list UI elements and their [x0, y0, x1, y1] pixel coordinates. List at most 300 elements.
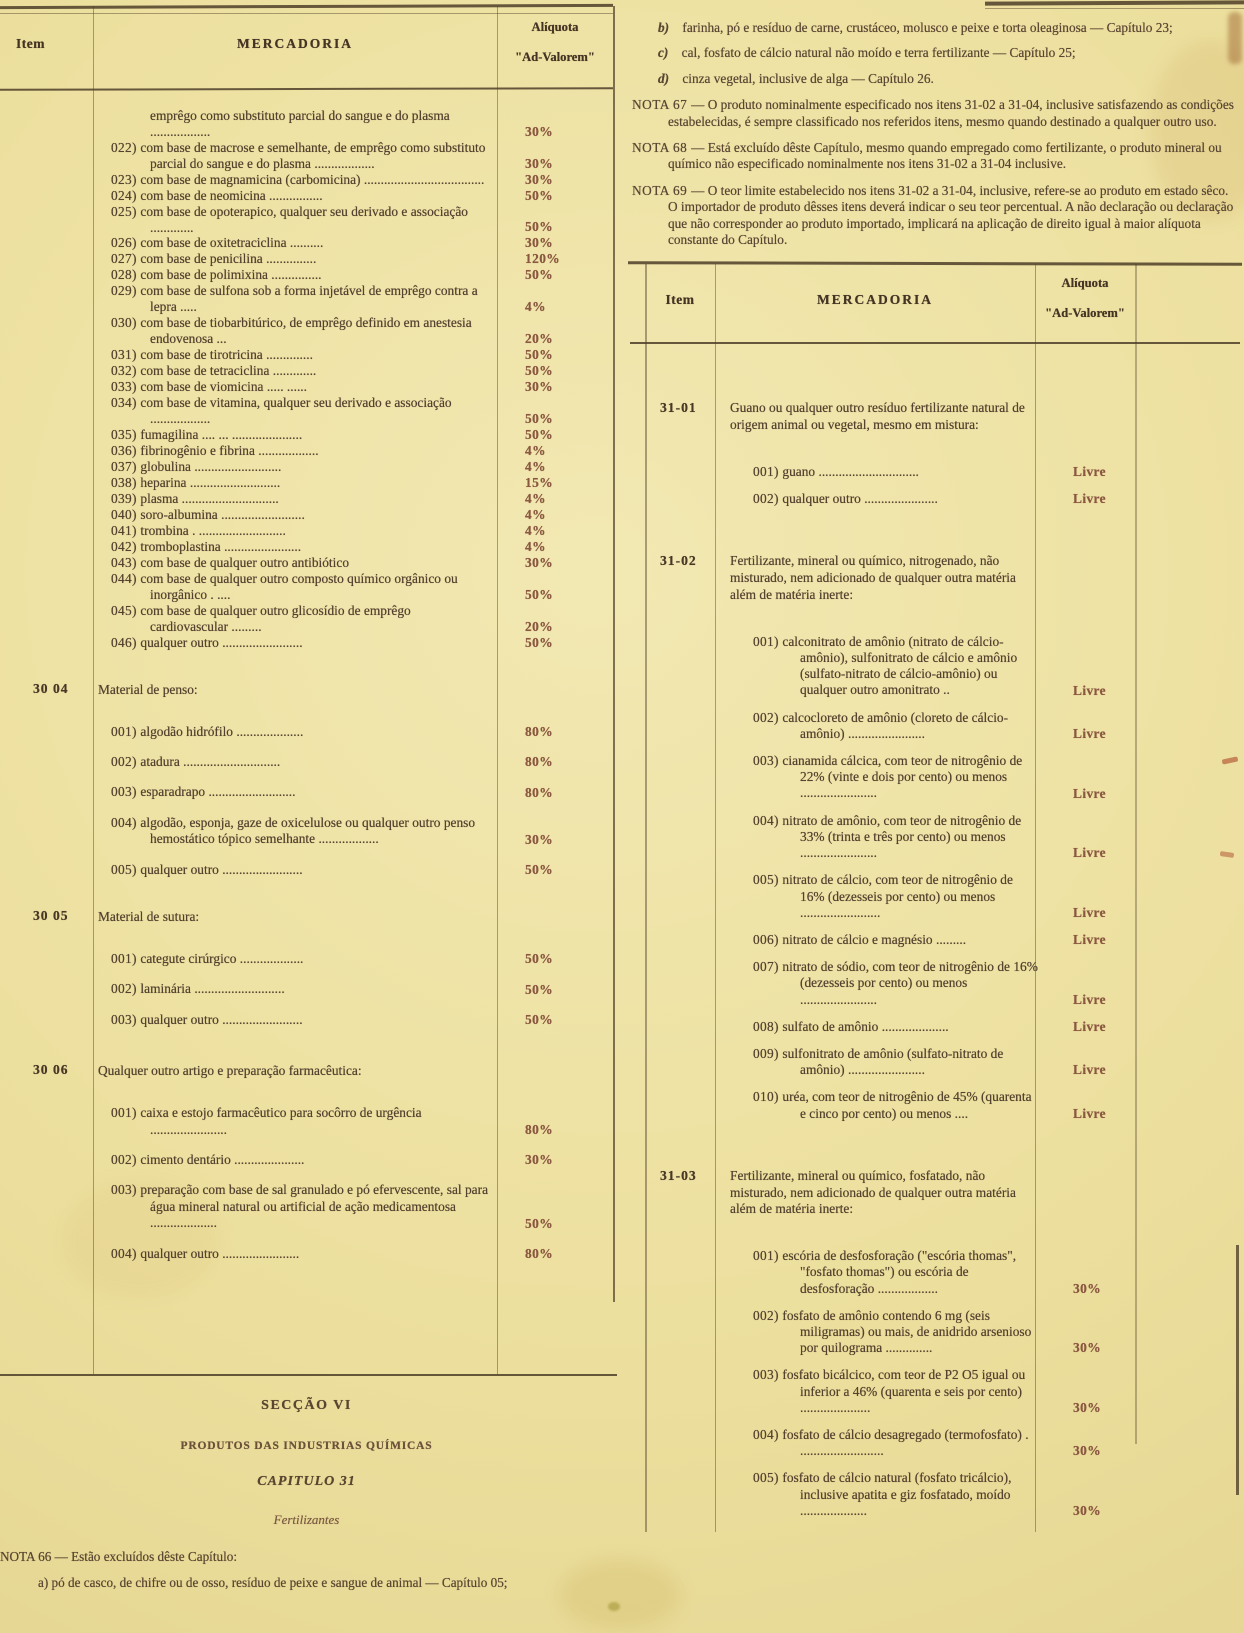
table-row	[0, 459, 613, 475]
nota-66-item-a: a) pó de casco, de chifre ou de osso, resíduo de peixe e sangue de animal — Capítulo 05;	[38, 1575, 508, 1590]
aliquota-value: 30%	[525, 554, 553, 570]
exclusion-note-label: d)	[658, 70, 670, 86]
sub-item-text: com base de penicilina ...............	[140, 251, 317, 267]
sub-item-number: 002)	[753, 709, 783, 725]
aliquota-value: 50%	[525, 187, 553, 203]
item-code-cell	[0, 108, 93, 140]
sub-item-text: guano ..............................	[782, 464, 919, 480]
mercadoria-text	[725, 1470, 1045, 1519]
aliquota-value: Livre	[1073, 682, 1106, 698]
right-table-vline-item	[715, 264, 716, 1532]
mercadoria-text	[93, 204, 497, 236]
sub-item-number: 009)	[753, 1045, 783, 1061]
sub-item-text: com base de sulfona sob a forma injetável de emprêgo contra a lepra .....	[140, 283, 478, 315]
aliquota-value: 20%	[525, 331, 553, 347]
tariff-item-group	[655, 1168, 1145, 1519]
mercadoria-text	[93, 555, 497, 571]
table-row	[0, 108, 613, 140]
mercadoria-text	[93, 815, 497, 848]
item-code-cell	[0, 140, 93, 172]
sub-item-text: com base de qualquer outro glicosídio de emprêgo cardiovascular .........	[140, 602, 411, 634]
table-row	[0, 815, 613, 848]
sub-item-text: escória de desfosforação ("escória thomas", "fosfato thomas") ou escória de desfosforação ..................	[782, 1248, 1017, 1296]
sub-item-text: calcocloreto de amônio (cloreto de cálcio-amônio) .......................	[782, 709, 1009, 741]
sub-item-number: 004)	[753, 812, 783, 828]
sub-item-number: 039)	[111, 490, 141, 506]
table-row	[655, 634, 1145, 699]
item-code-cell	[0, 951, 93, 967]
sub-item-text: com base de tirotricina ..............	[140, 347, 313, 363]
item-code-cell	[0, 427, 93, 443]
sub-item-text: esparadrapo ..........................	[140, 784, 296, 800]
item-code-cell	[0, 784, 93, 800]
mercadoria-text	[93, 491, 497, 507]
mercadoria-text	[725, 813, 1045, 862]
mercadoria-text	[93, 507, 497, 523]
aliquota-value: 50%	[525, 861, 553, 877]
left-header-aliquota-1: Alíquota	[531, 20, 579, 34]
item-code-cell	[0, 507, 93, 523]
item-code-cell	[0, 981, 93, 997]
mercadoria-text	[93, 459, 497, 475]
table-row	[0, 681, 613, 698]
aliquota-value: 30%	[1073, 1399, 1101, 1415]
sub-item-text: algodão hidrófilo ....................	[140, 723, 304, 739]
nota-label: NOTA 69	[632, 182, 692, 198]
sub-item-number: 002)	[111, 981, 141, 997]
nota-label: NOTA 68	[632, 140, 692, 156]
item-code-cell	[0, 1152, 93, 1168]
left-footer	[0, 1398, 613, 1595]
sub-item-number: 004)	[111, 814, 141, 830]
sub-item-text: globulina ..........................	[140, 458, 282, 474]
tariff-item-group	[0, 1062, 613, 1262]
table-row	[655, 753, 1145, 802]
sub-item-text: qualquer outro ......................	[782, 491, 938, 507]
mercadoria-text	[93, 315, 497, 347]
table-row	[0, 635, 613, 651]
mercadoria-text	[725, 1427, 1045, 1459]
table-row	[0, 235, 613, 251]
aliquota-value: 20%	[525, 618, 553, 634]
aliquota-value: 50%	[525, 219, 553, 235]
aliquota-value: 4%	[525, 458, 546, 474]
aliquota-value: 50%	[525, 267, 553, 283]
table-row	[0, 315, 613, 347]
left-header-item: Item	[16, 36, 45, 51]
sub-item-number: 005)	[753, 872, 783, 888]
sub-item-number: 008)	[753, 1018, 783, 1034]
sub-item-text: Fertilizante, mineral ou químico, nitrogenado, não misturado, nem adicionado de qualquer outra matéria além de matéria inerte:	[730, 553, 1016, 603]
table-row	[0, 140, 613, 172]
aliquota-value: 30%	[525, 171, 553, 187]
table-row	[0, 267, 613, 283]
left-table-top-rule2	[0, 13, 613, 14]
right-header-aliquota-1: Alíquota	[1061, 276, 1109, 291]
table-row	[655, 1046, 1145, 1078]
table-row	[0, 347, 613, 363]
sub-item-text: emprêgo como substituto parcial do sangue e do plasma ..................	[150, 108, 450, 139]
table-row	[655, 1089, 1145, 1121]
mercadoria-text	[93, 1152, 497, 1168]
aliquota-value: 30%	[525, 379, 553, 395]
aliquota-value: 30%	[1073, 1443, 1101, 1459]
table-row	[0, 908, 613, 925]
table-row	[0, 1062, 613, 1079]
item-code-cell	[0, 603, 93, 635]
nota-label: NOTA 67	[632, 97, 692, 113]
exclusion-note-text: cal, fosfato de cálcio natural não moído e terra fertilizante — Capítulo 25;	[678, 45, 1076, 61]
item-code-cell	[0, 347, 93, 363]
exclusion-note-item	[632, 45, 1236, 61]
item-code-cell	[0, 571, 93, 603]
table-row	[0, 1246, 613, 1262]
aliquota-value: 80%	[525, 1121, 553, 1137]
item-code-cell	[0, 523, 93, 539]
item-code-cell	[0, 315, 93, 347]
mercadoria-title	[93, 1062, 497, 1079]
sub-item-number: 002)	[111, 1151, 141, 1167]
mercadoria-text	[93, 379, 497, 395]
sub-item-text: atadura .............................	[140, 753, 281, 769]
aliquota-value: Livre	[1073, 904, 1106, 920]
table-row	[0, 784, 613, 800]
mercadoria-text	[93, 754, 497, 770]
right-column	[620, 0, 1244, 1633]
mercadoria-title	[725, 400, 1045, 434]
sub-item-text: cianamida cálcica, com teor de nitrogênio de 22% (vinte e dois por cento) ou menos .......................	[782, 753, 1023, 801]
sub-item-number: 003)	[753, 753, 783, 769]
nota-text: — Está excluído dêste Capítulo, mesmo quando empregado como fertilizante, o produto mineral ou químico não especificado nominalmente nos itens 31-02 a 31-04 inclusive.	[668, 140, 1222, 172]
sub-item-text: qualquer outro .......................	[140, 1245, 300, 1261]
sub-item-text: Guano ou qualquer outro resíduo fertilizante natural de origem animal ou vegetal, mesmo em mistura:	[730, 400, 1025, 433]
table-row	[0, 724, 613, 740]
aliquota-value: 4%	[525, 538, 546, 554]
sub-item-number: 001)	[753, 633, 783, 649]
aliquota-value: 30%	[525, 123, 553, 139]
aliquota-value: Livre	[1073, 726, 1106, 742]
aliquota-value: 4%	[525, 506, 546, 522]
table-row	[655, 491, 1145, 507]
sub-item-number: 001)	[111, 723, 141, 739]
mercadoria-text	[93, 283, 497, 315]
right-table-left-border	[645, 264, 647, 1532]
item-code-cell	[0, 724, 93, 740]
mercadoria-text	[93, 1182, 497, 1231]
table-row	[0, 188, 613, 204]
sub-item-text: Qualquer outro artigo e preparação farmacêutica:	[98, 1063, 362, 1079]
table-row	[655, 710, 1145, 742]
table-row	[655, 1367, 1145, 1416]
sub-item-number: 041)	[111, 522, 141, 538]
aliquota-value: 50%	[525, 363, 553, 379]
sub-item-number: 042)	[111, 538, 141, 554]
sub-item-number: 024)	[111, 187, 141, 203]
sub-item-text: fumagilina .... ... .....................	[140, 426, 303, 442]
mercadoria-text	[93, 140, 497, 172]
table-row	[0, 555, 613, 571]
exclusion-note-item	[632, 20, 1236, 36]
exclusion-note-text: cinza vegetal, inclusive de alga — Capítulo 26.	[679, 70, 934, 86]
aliquota-value: 80%	[525, 754, 553, 770]
mercadoria-text	[725, 932, 1045, 948]
sub-item-text: caixa e estojo farmacêutico para socôrro de urgência .......................	[140, 1105, 422, 1137]
aliquota-value: 50%	[525, 951, 553, 967]
item-code-cell	[0, 283, 93, 315]
aliquota-value: 50%	[525, 586, 553, 602]
table-row	[0, 507, 613, 523]
mercadoria-text	[725, 710, 1045, 742]
aliquota-value: Livre	[1073, 1018, 1106, 1034]
mercadoria-text	[725, 1308, 1045, 1357]
sub-item-text: Material de sutura:	[98, 908, 200, 924]
table-row	[0, 951, 613, 967]
left-header-aliquota-2: "Ad-Valorem"	[515, 50, 595, 64]
mercadoria-title	[725, 1168, 1045, 1218]
sub-item-number: 004)	[111, 1245, 141, 1261]
sub-item-number: 036)	[111, 442, 141, 458]
sub-item-text: fosfato bicálcico, com teor de P2 O5 igual ou inferior a 46% (quarenta e seis por cento) .....................	[782, 1367, 1026, 1415]
mercadoria-text	[93, 363, 497, 379]
mercadoria-text	[93, 523, 497, 539]
sub-item-number: 038)	[111, 474, 141, 490]
sub-item-text: com base de tetraciclina .............	[140, 363, 317, 379]
aliquota-value: 50%	[525, 981, 553, 997]
item-code-cell	[0, 443, 93, 459]
sub-item-text: com base de polimixina ...............	[140, 267, 322, 283]
right-header-mercadoria: MERCADORIA	[817, 292, 933, 308]
sub-item-number: 004)	[753, 1426, 783, 1442]
mercadoria-text	[93, 1012, 497, 1028]
nota-text: — O teor limite estabelecido nos itens 31-02 a 31-04, inclusive, refere-se ao produto em estado sêco. O importador de produto dêsses itens deverá indicar o seu teor percentual. A não declaração ou declaração que não corresponder ao produto importado, implicará na aplicação de direito igual à maior alíquota constante do Capítulo.	[668, 182, 1234, 248]
aliquota-value: Livre	[1073, 991, 1106, 1007]
sub-item-text: qualquer outro ........................	[140, 1011, 303, 1027]
aliquota-value: 4%	[525, 490, 546, 506]
sub-item-number: 003)	[111, 784, 141, 800]
left-table-bottom-rule	[0, 1374, 617, 1376]
mercadoria-text	[93, 427, 497, 443]
sub-item-text: qualquer outro ........................	[140, 861, 303, 877]
item-code-cell	[0, 754, 93, 770]
aliquota-value: 30%	[525, 235, 553, 251]
item-code-cell	[0, 172, 93, 188]
table-row	[0, 1012, 613, 1028]
item-code-cell	[0, 1012, 93, 1028]
table-row	[0, 283, 613, 315]
sub-item-text: com base de magnamicina (carbomicina) ....................................	[140, 171, 485, 187]
table-row	[0, 1182, 613, 1231]
mercadoria-title	[93, 908, 497, 925]
sub-item-text: Material de penso:	[98, 681, 198, 697]
table-row	[0, 395, 613, 427]
item-code-cell	[0, 862, 93, 878]
sub-item-text: sulfato de amônio ....................	[782, 1018, 949, 1034]
sub-item-number: 046)	[111, 634, 141, 650]
aliquota-value: 30%	[1073, 1280, 1101, 1296]
table-row	[655, 1470, 1145, 1519]
sub-item-number: 007)	[753, 959, 783, 975]
item-code-cell	[0, 539, 93, 555]
left-header-mercadoria: MERCADORIA	[237, 36, 353, 51]
nota-text: — O produto nominalmente especificado nos itens 31-02 a 31-04, inclusive satisfazendo as condições estabelecidas, é sempre classificado nos referidos itens, mesmo quando destinado a qualquer outro uso.	[668, 97, 1234, 129]
exclusion-note-item	[632, 71, 1236, 87]
sub-item-number: 003)	[753, 1367, 783, 1383]
sub-item-number: 005)	[753, 1470, 783, 1486]
sub-item-number: 001)	[753, 464, 783, 480]
mercadoria-text	[725, 872, 1045, 921]
sub-item-text: algodão, esponja, gaze de oxicelulose ou qualquer outro penso hemostático tópico semelhante ..................	[140, 814, 476, 847]
sub-item-text: com base de qualquer outro composto químico orgânico ou inorgânico . ....	[140, 570, 458, 602]
mercadoria-text	[93, 724, 497, 740]
sub-item-text: com base de vitamina, qualquer seu derivado e associação ..................	[140, 395, 452, 426]
chapter-heading: CAPITULO 31	[257, 1474, 356, 1489]
table-row	[655, 553, 1145, 603]
item-code-cell	[0, 555, 93, 571]
nota-paragraph	[632, 97, 1236, 130]
sub-item-text: com base de oxitetraciclina ..........	[140, 235, 324, 251]
right-table-header-rule	[630, 342, 1240, 344]
mercadoria-text	[725, 1046, 1045, 1078]
sub-item-number: 030)	[111, 315, 141, 331]
sub-item-text: sulfonitrato de amônio (sulfato-nitrato de amônio) .......................	[782, 1045, 1004, 1078]
sub-item-number: 003)	[111, 1011, 141, 1027]
sub-item-number: 027)	[111, 251, 141, 267]
table-row	[0, 491, 613, 507]
mercadoria-text	[725, 753, 1045, 802]
item-code-cell	[0, 235, 93, 251]
mercadoria-text	[93, 395, 497, 427]
sub-item-number: 035)	[111, 426, 141, 442]
sub-item-text: com base de tiobarbitúrico, de emprêgo definido em anestesia endovenosa ...	[140, 315, 472, 347]
sub-item-text: com base de neomicina ................	[140, 187, 323, 203]
sub-item-number: 002)	[111, 753, 141, 769]
mercadoria-text	[93, 251, 497, 267]
mercadoria-title	[93, 681, 497, 698]
table-row	[0, 1105, 613, 1138]
right-table-right-border	[1135, 264, 1137, 1444]
mercadoria-text	[725, 464, 1045, 480]
tariff-item-group	[655, 553, 1145, 1121]
aliquota-value: Livre	[1073, 932, 1106, 948]
table-row	[655, 813, 1145, 862]
mercadoria-text	[93, 571, 497, 603]
sub-item-number: 003)	[111, 1182, 141, 1198]
item-code-cell	[0, 204, 93, 236]
table-row	[655, 1248, 1145, 1297]
table-row	[655, 1168, 1145, 1218]
exclusion-note-text: farinha, pó e resíduo de carne, crustáceo, molusco e peixe e torta oleaginosa — Capítulo 23;	[679, 20, 1173, 35]
item-code-cell	[0, 267, 93, 283]
table-row	[655, 400, 1145, 434]
item-code-cell: 30 05	[33, 907, 69, 923]
sub-item-text: plasma .............................	[140, 490, 279, 506]
mercadoria-text	[725, 959, 1045, 1008]
sub-item-text: fosfato de cálcio natural (fosfato tricálcio), inclusive apatita e giz fosfatado, moído ....................	[782, 1470, 1012, 1518]
exclusion-note-label: b)	[658, 20, 670, 35]
mercadoria-text	[725, 1367, 1045, 1416]
mercadoria-title	[725, 553, 1045, 603]
table-row	[0, 523, 613, 539]
aliquota-value: 4%	[525, 299, 546, 315]
sub-item-number: 025)	[111, 203, 141, 219]
mercadoria-text	[93, 267, 497, 283]
sub-item-text: nitrato de cálcio e magnésio .........	[782, 931, 967, 947]
aliquota-value: 120%	[525, 251, 561, 267]
item-code-cell: 31-02	[660, 553, 697, 569]
sub-item-number: 001)	[111, 950, 141, 966]
table-row	[0, 172, 613, 188]
sub-item-number: 001)	[753, 1248, 783, 1264]
table-row	[0, 251, 613, 267]
item-code-cell	[0, 1182, 93, 1231]
item-code-cell	[0, 1105, 93, 1138]
right-table-body	[655, 262, 1145, 1519]
sub-item-number: 043)	[111, 554, 141, 570]
tariff-item-group	[655, 400, 1145, 507]
sub-item-text: com base de qualquer outro antibiótico	[140, 554, 350, 570]
aliquota-value: Livre	[1073, 464, 1106, 480]
item-code-cell	[0, 491, 93, 507]
sub-item-text: soro-albumina .........................	[140, 506, 305, 522]
nota-paragraph	[632, 140, 1236, 173]
right-table	[630, 262, 1242, 1532]
aliquota-value: 30%	[525, 155, 553, 171]
table-row	[0, 363, 613, 379]
sub-item-number: 032)	[111, 363, 141, 379]
mercadoria-text	[93, 635, 497, 651]
sub-item-text: calconitrato de amônio (nitrato de cálcio-amônio), sulfonitrato de cálcio e amônio (sulfato-nitrato de cálcio-amônio) ou qualquer outro amonitrato ..	[782, 633, 1018, 698]
tariff-item-group	[0, 681, 613, 878]
sub-item-text: com base de macrose e semelhante, de emprêgo como substituto parcial do sangue e do plasma ..................	[140, 139, 486, 171]
chapter-subheading: Fertilizantes	[273, 1512, 340, 1527]
aliquota-value: 80%	[525, 784, 553, 800]
table-row	[655, 464, 1145, 480]
table-row	[0, 571, 613, 603]
aliquota-value: 30%	[525, 1152, 553, 1168]
sub-item-text: categute cirúrgico ...................	[140, 950, 304, 966]
aliquota-value: 4%	[525, 522, 546, 538]
table-row	[0, 475, 613, 491]
right-header-aliquota-2: "Ad-Valorem"	[1045, 306, 1125, 321]
aliquota-value: 80%	[525, 1246, 553, 1261]
item-code-cell	[0, 395, 93, 427]
sub-item-text: com base de opoterapico, qualquer seu derivado e associação .............	[140, 203, 468, 235]
sub-item-text: nitrato de sódio, com teor de nitrogênio de 16% (dezesseis por cento) ou menos .......................	[782, 959, 1038, 1007]
table-row	[655, 1308, 1145, 1357]
table-row	[655, 932, 1145, 948]
sub-item-text: nitrato de amônio, com teor de nitrogênio de 33% (trinta e três por cento) ou menos .......................	[782, 812, 1022, 861]
item-code-cell	[0, 475, 93, 491]
mercadoria-text	[725, 1019, 1045, 1035]
sub-item-text: heparina ...........................	[140, 474, 281, 490]
sub-item-text: uréa, com teor de nitrogênio de 45% (quarenta e cinco por cento) ou menos ....	[782, 1089, 1032, 1121]
mercadoria-text	[93, 172, 497, 188]
item-code-cell	[0, 459, 93, 475]
left-table-right-border	[613, 6, 615, 1302]
aliquota-value: 30%	[1073, 1340, 1101, 1356]
table-row	[0, 379, 613, 395]
sub-item-text: nitrato de cálcio, com teor de nitrogênio de 16% (dezesseis por cento) ou menos ........................	[782, 872, 1013, 920]
sub-item-number: 044)	[111, 570, 141, 586]
table-row	[0, 981, 613, 997]
sub-item-number: 006)	[753, 931, 783, 947]
table-row	[655, 1019, 1145, 1035]
sub-item-text: tromboplastina .......................	[140, 538, 302, 554]
section-heading: SECÇÃO VI	[261, 1398, 352, 1413]
item-code-cell	[0, 635, 93, 651]
right-header-item: Item	[665, 292, 695, 308]
aliquota-value: 15%	[525, 474, 553, 490]
